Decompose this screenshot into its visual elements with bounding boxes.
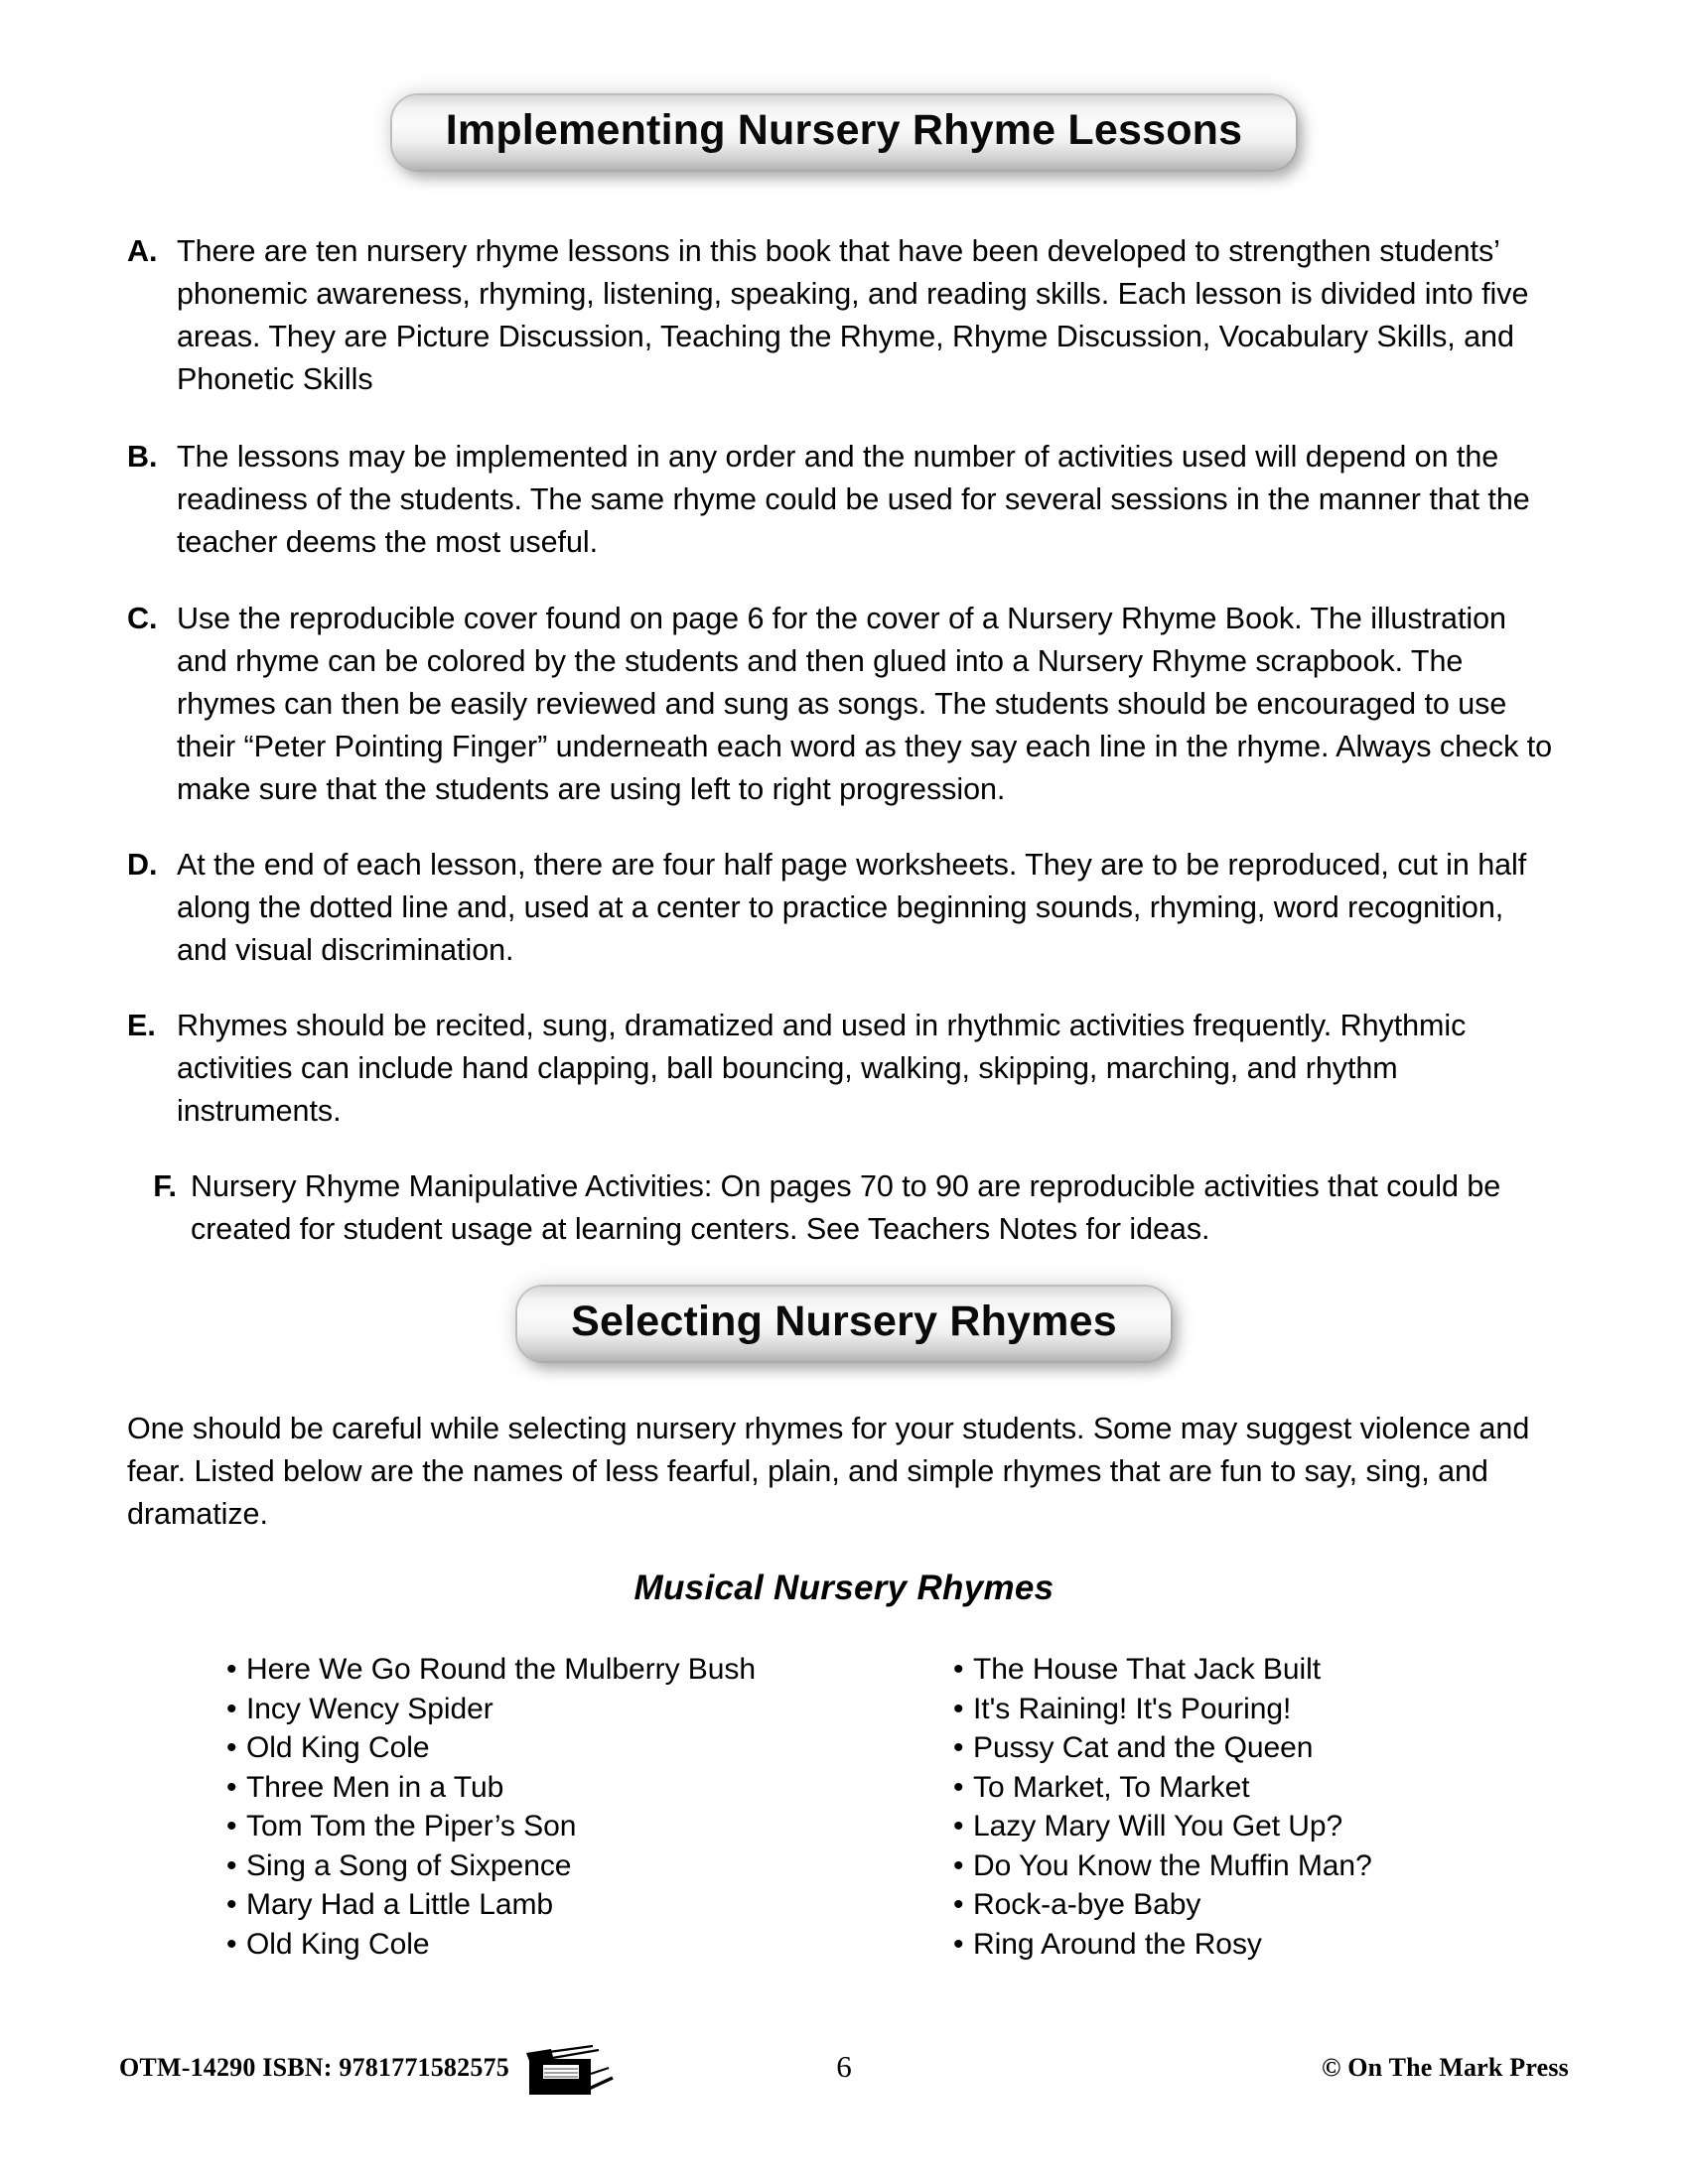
- list-item: [953, 1650, 1470, 1690]
- bullet-icon: •: [226, 1848, 237, 1882]
- list-item: [127, 1005, 1553, 1133]
- list-item: [226, 1885, 743, 1925]
- page-footer: [0, 2041, 1688, 2111]
- list-item-marker: C.: [127, 602, 158, 635]
- selecting-intro-paragraph: One should be careful while selecting nursery rhymes for your students. Some may suggest violence and fear. Listed below are the names of less fearful, plain, and simple rhymes that are fun to say, sing, and dramatize.: [127, 1412, 1530, 1531]
- list-item: [226, 1690, 743, 1729]
- bullet-icon: •: [953, 1692, 964, 1725]
- footer-page-number: 6: [836, 2049, 852, 2084]
- rhyme-title: Pussy Cat and the Queen: [973, 1731, 1314, 1764]
- list-item: [226, 1846, 743, 1886]
- rhyme-title: Sing a Song of Sixpence: [246, 1848, 572, 1882]
- bullet-icon: •: [226, 1731, 237, 1764]
- list-item: [226, 1650, 756, 1690]
- rhyme-column-right: [953, 1650, 1470, 1964]
- banner-plate: [517, 1287, 1171, 1361]
- bullet-icon: •: [226, 1810, 237, 1843]
- list-item: [226, 1925, 743, 1965]
- list-item: [226, 1728, 743, 1768]
- bullet-icon: •: [953, 1653, 964, 1686]
- rhyme-title: The House That Jack Built: [973, 1653, 1322, 1686]
- list-item: [953, 1885, 1470, 1925]
- list-item: [127, 230, 1553, 401]
- footer-copyright: © On The Mark Press: [1321, 2053, 1569, 2082]
- bullet-icon: •: [226, 1888, 237, 1921]
- list-item-text: At the end of each lesson, there are four half page worksheets. They are to be reproduced, cut in half along the dotted line and, used at a center to practice beginning sounds, rhyming, word recognition, and visual discrimination.: [177, 848, 1527, 967]
- rhyme-column-left: [226, 1650, 756, 1964]
- list-item: [226, 1807, 743, 1846]
- page-title: Implementing Nursery Rhyme Lessons: [445, 106, 1243, 154]
- rhyme-title: Here We Go Round the Mulberry Bush: [246, 1653, 756, 1686]
- bullet-icon: •: [226, 1927, 237, 1961]
- rhyme-title: To Market, To Market: [973, 1770, 1250, 1804]
- section-banner-selecting: [0, 1287, 1688, 1361]
- list-item-marker: D.: [127, 848, 158, 882]
- bullet-icon: •: [953, 1927, 964, 1961]
- bullet-icon: •: [953, 1888, 964, 1921]
- rhyme-title: Three Men in a Tub: [246, 1770, 504, 1804]
- rhyme-title: Incy Wency Spider: [246, 1692, 493, 1725]
- musical-rhymes-subheading: Musical Nursery Rhymes: [633, 1569, 1055, 1607]
- bullet-icon: •: [953, 1770, 964, 1804]
- list-item: [953, 1925, 1470, 1965]
- rhyme-title: It's Raining! It's Pouring!: [973, 1692, 1292, 1725]
- rhyme-lists: [0, 1650, 1688, 1964]
- list-item-marker: E.: [127, 1009, 156, 1042]
- list-item-marker: F.: [153, 1169, 177, 1203]
- list-item-text: The lessons may be implemented in any order and the number of activities used will depend on the readiness of the students. The same rhyme could be used for several sessions in the manner that the teacher deems the most useful.: [177, 440, 1530, 559]
- list-item: [953, 1807, 1470, 1846]
- bullet-icon: •: [226, 1770, 237, 1804]
- bullet-icon: •: [953, 1731, 964, 1764]
- list-item: [953, 1846, 1470, 1886]
- rhyme-title: Ring Around the Rosy: [973, 1927, 1262, 1961]
- banner-plate: [392, 95, 1297, 170]
- rhyme-title: Mary Had a Little Lamb: [246, 1888, 554, 1921]
- list-item-marker: A.: [127, 234, 158, 268]
- rhyme-title: Old King Cole: [246, 1927, 430, 1961]
- bullet-icon: •: [226, 1692, 237, 1725]
- section-title: Selecting Nursery Rhymes: [571, 1297, 1117, 1345]
- list-item: [127, 1165, 1553, 1251]
- list-item: [226, 1768, 743, 1808]
- footer-catalog-isbn: OTM-14290 ISBN: 9781771582575: [119, 2053, 509, 2082]
- list-item-text: Nursery Rhyme Manipulative Activities: On pages 70 to 90 are reproducible activities that could be created for student usage at learning centers. See Teachers Notes for ideas.: [191, 1169, 1501, 1246]
- list-item: [953, 1768, 1470, 1808]
- bullet-icon: •: [953, 1810, 964, 1843]
- list-item-text: Rhymes should be recited, sung, dramatized and used in rhythmic activities frequently. Rhythmic activities can include hand clapping, ball bouncing, walking, skipping, marching, and rhythm instruments.: [177, 1009, 1467, 1128]
- rhyme-title: Do You Know the Muffin Man?: [973, 1848, 1372, 1882]
- list-item: [127, 436, 1553, 564]
- rhyme-title: Rock-a-bye Baby: [973, 1888, 1201, 1921]
- list-item: [127, 844, 1553, 972]
- section-banner-implementing: [0, 95, 1688, 170]
- rhyme-title: Lazy Mary Will You Get Up?: [973, 1810, 1343, 1843]
- rhyme-title: Tom Tom the Piper’s Son: [246, 1810, 577, 1843]
- list-item: [953, 1690, 1470, 1729]
- bullet-icon: •: [226, 1653, 237, 1686]
- list-item-text: There are ten nursery rhyme lessons in this book that have been developed to strengthen students’ phonemic awareness, rhyming, listening, speaking, and reading skills. Each lesson is divided into five areas. They are Picture Discussion, Teaching the Rhyme, Rhyme Discussion, Vocabulary Skills, and Phonetic Skills: [177, 234, 1529, 396]
- list-item: [127, 598, 1553, 811]
- list-item: [953, 1728, 1470, 1768]
- implementing-lesson-list: [127, 230, 1553, 1251]
- rhyme-title: Old King Cole: [246, 1731, 430, 1764]
- list-item-text: Use the reproducible cover found on page 6 for the cover of a Nursery Rhyme Book. The illustration and rhyme can be colored by the students and then glued into a Nursery Rhyme scrapbook. The rhymes can then be easily reviewed and sung as songs. The students should be encouraged to use their “Peter Pointing Finger” underneath each word as they say each line in the rhyme. Always check to make sure that the students are using left to right progression.: [177, 602, 1553, 806]
- list-item-marker: B.: [127, 440, 158, 474]
- bullet-icon: •: [953, 1848, 964, 1882]
